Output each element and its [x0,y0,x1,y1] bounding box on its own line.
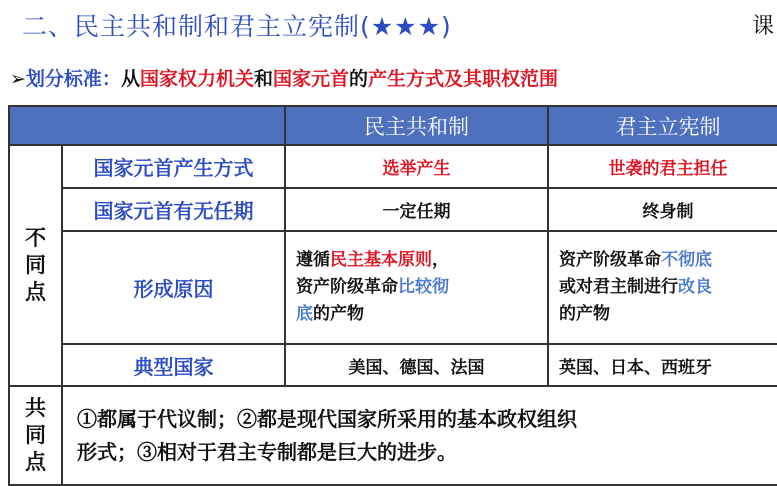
table-header-blank [10,107,286,146]
corner-label: 课 [752,14,775,39]
standard-text-2: 和 [253,68,273,90]
standard-label: 划分标准： [25,68,121,90]
group-label-differences: 不 同 点 [10,146,63,387]
header-republic: 民主共和制 [286,107,549,146]
standard-highlight-1: 国家权力机关 [139,68,254,90]
cell-common-points [63,387,777,486]
comparison-table [8,105,777,486]
standard-highlight-2: 国家元首 [272,68,349,90]
cell-monarchy-examples: 英国、日本、西班牙 [549,345,777,387]
header-monarchy: 君主立宪制 [549,107,777,146]
common-line-1: ①都属于代议制；②都是现代国家所采用的基本政权组织 [77,406,577,431]
cell-republic-examples: 美国、德国、法国 [286,345,549,387]
cell-republic-origin: 遵循民主基本原则， 资产阶级革命比较彻 底的产物 [286,232,549,345]
classification-standard [10,64,558,91]
cell-monarchy-origin: 资产阶级革命不彻底 或对君主制进行改良 的产物 [549,232,777,345]
standard-text-3: 的 [349,68,369,90]
cell-republic-selection: 选举产生 [286,146,549,189]
standard-text-1: 从 [120,68,140,90]
cell-republic-term: 一定任期 [286,189,549,232]
standard-highlight-3: 产生方式及其职权范围 [368,68,559,90]
row-label-examples: 典型国家 [63,345,286,387]
cell-monarchy-term: 终身制 [549,189,777,232]
group-label-similarities: 共 同 点 [10,387,63,486]
row-label-head-selection: 国家元首产生方式 [63,146,286,189]
row-label-origin: 形成原因 [63,232,286,345]
row-label-term: 国家元首有无任期 [63,189,286,232]
arrow-icon: ➢ [10,68,26,90]
page-title: 二、民主共和制和君主立宪制(★★★) [22,12,452,41]
common-line-2: 形式；③相对于君主专制都是巨大的进步。 [77,439,457,464]
cell-monarchy-selection: 世袭的君主担任 [549,146,777,189]
